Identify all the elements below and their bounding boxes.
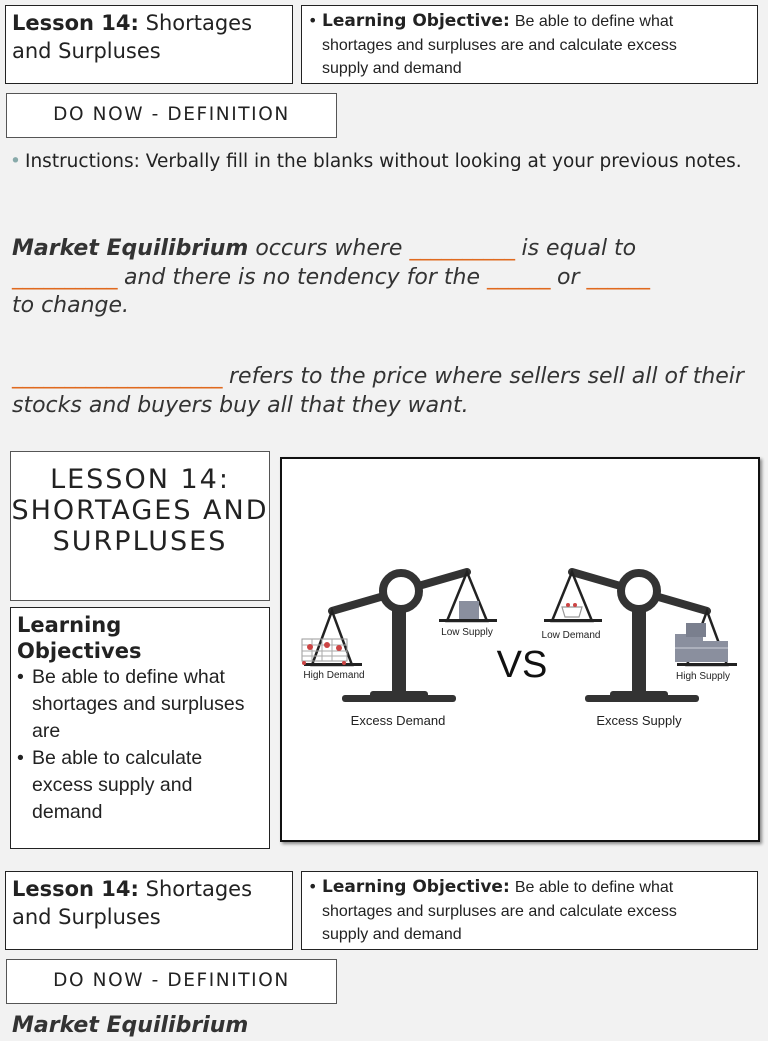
blank: ______ (586, 264, 650, 290)
bullet-icon: • (308, 877, 318, 896)
instructions-text: Instructions: Verbally fill in the blanks without looking at your previous notes. (25, 151, 742, 172)
do-now-label-repeat: DO NOW - DEFINITION (6, 959, 337, 1004)
objective-text-3: supply and demand (322, 60, 462, 77)
bullet-icon: • (10, 151, 21, 172)
objective-text-3: supply and demand (322, 926, 462, 943)
right-low-label: Low Demand (541, 630, 601, 641)
learning-objective-box-repeat (301, 871, 758, 950)
blank: ____________________ (12, 364, 222, 389)
text: refers to the price where sellers sell all of their stocks and buyers buy all that they want. (12, 364, 744, 418)
learning-objective-box (301, 5, 758, 84)
term: Market Equilibrium (12, 236, 249, 261)
definition-equilibrium-price (12, 363, 752, 420)
objective-item: • Be able to define what shortages and surpluses are (17, 664, 263, 745)
slide-title: LESSON 14: SHORTAGES AND SURPLUSES (10, 451, 270, 601)
lesson-prefix: Lesson 14: (12, 877, 139, 901)
blank: __________ (12, 264, 117, 290)
lesson-title-box-repeat (5, 871, 293, 950)
objective-text-2: shortages and surpluses are and calculate excess (322, 36, 677, 54)
left-caption: Excess Demand (350, 713, 446, 728)
objective-text-1: Be able to define what (514, 13, 674, 30)
right-caption: Excess Supply (596, 713, 682, 728)
lesson-title: Shortages and Surpluses (12, 11, 253, 63)
bullet-icon: • (308, 11, 318, 30)
objective-text-1: Be able to define what (514, 879, 674, 896)
text: or (550, 264, 587, 290)
instructions (10, 150, 760, 174)
blank: __________ (409, 236, 515, 261)
objective-label: Learning Objective: (322, 11, 510, 31)
text: occurs where (248, 236, 410, 261)
learning-objectives-box (10, 607, 270, 849)
objectives-heading-1: Learning (17, 613, 122, 637)
partial-definition (12, 1012, 752, 1041)
left-high-label: High Demand (303, 670, 365, 681)
definition-market-equilibrium (12, 235, 752, 321)
lesson-prefix: Lesson 14: (12, 11, 139, 35)
partial-text: Market Equilibrium (12, 1013, 249, 1038)
objective-label: Learning Objective: (322, 877, 510, 897)
text: is equal to (514, 236, 637, 261)
right-high-label: High Supply (676, 671, 730, 682)
vs-label: VS (496, 644, 548, 686)
text: and there is no tendency for the (117, 264, 488, 290)
balance-scales-icon (282, 459, 758, 840)
objective-text-2: shortages and surpluses are and calculate excess (322, 902, 677, 920)
scale-illustration (280, 457, 760, 842)
left-low-label: Low Supply (441, 627, 493, 638)
objectives-heading-2: Objectives (17, 639, 142, 663)
objective-item: • Be able to calculate excess supply and demand (17, 745, 263, 826)
lesson-title: Shortages and Surpluses (12, 877, 253, 929)
text: to change. (12, 293, 130, 318)
lesson-title-box (5, 5, 293, 84)
do-now-label: DO NOW - DEFINITION (6, 93, 337, 138)
blank: ______ (487, 264, 551, 290)
